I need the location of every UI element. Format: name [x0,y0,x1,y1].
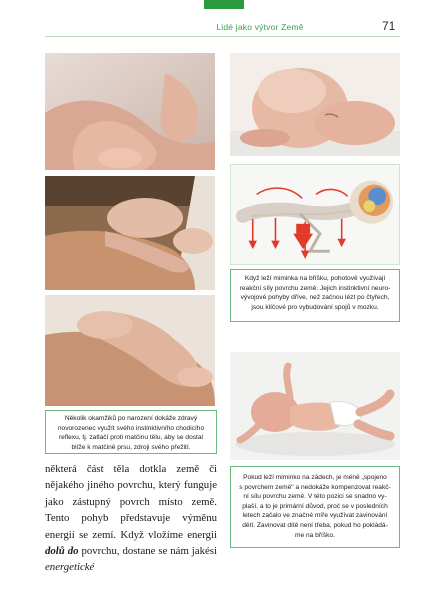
page-number: 71 [382,19,396,33]
body-paragraph [45,461,217,576]
caption-tummy [230,269,400,322]
caption-line: ní sílu povrchu země. V této pozici se snadno vy- [243,493,387,501]
header-rule [45,36,400,37]
body-text-run: některá část těla dotkla země či nějakého jiného povrchu, který funguje jako zástupný povrch místo země. Tento pohyb představuje výměnu energií se zemí. Když vložíme energii [45,463,217,541]
body-text-emphasis: dolů do [45,545,79,558]
caption-line: me na bříško. [295,531,335,539]
photo-sleeping-newborn [230,53,400,156]
chapter-title: Lidé jako výtvor Země [216,22,304,32]
caption-line: s povrchem země" a nedokáže kompenzovat reakč- [239,483,391,491]
caption-line: blíže k matčině prsu, zdroji svého přežití. [71,443,191,451]
caption-line: plaší, a to je primární důvod, proč se v posledních [242,502,388,510]
caption-line: reakční síly povrchu země. Jejich instinktivní neuro- [239,284,391,292]
caption-walking-reflex [45,410,217,454]
caption-line: dětí. Zavinovat dítě není třeba, pokud ho pokládá- [242,521,388,529]
photo-newborn-leg [45,53,215,170]
caption-line: Pokud leží miminko na zádech, je méně „spojeno [243,474,387,481]
photo-newborn-on-back [230,352,400,460]
caption-line: Několik okamžiků po narození dokáže zdravý [64,415,198,422]
caption-on-back [230,466,400,548]
caption-line: letech začalo ve značné míře využívat zavinování [242,512,388,520]
photo-newborn-crawling [45,176,215,290]
caption-line: vývojové pohyby dříve, než začnou lézt po čtyřech, [240,294,390,302]
caption-line: reflexu, tj. zatlačí proti matčinu tělu, aby se dostal [58,434,204,442]
body-text-run: povrchu, dostane se nám jakési [78,545,217,558]
caption-line: novorozenec využít svého instinktivního chodicího [57,424,205,432]
photo-newborn-pushing [45,295,215,406]
diagram-baby-skeleton [230,164,400,265]
chapter-tab [204,0,244,9]
caption-line: Když leží miminka na bříšku, pohotově využívají [244,275,386,282]
caption-line: jsou klíčové pro vybudování spojů v mozku. [251,303,379,311]
body-text-italic: energetické [45,561,95,574]
